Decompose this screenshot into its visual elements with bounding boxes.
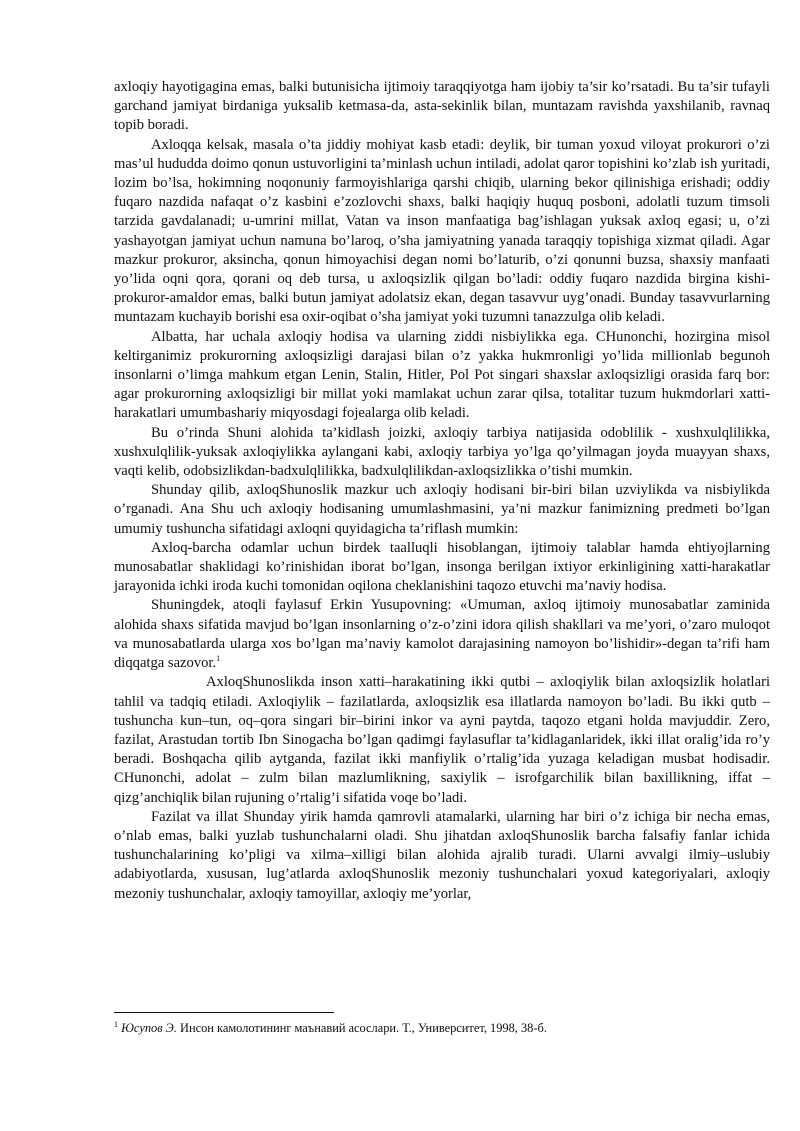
paragraph-two-poles: AxloqShunoslikda inson xatti–harakatining ikki qutbi – axloqiylik bilan axloqsizlik holatlari tahlil va tadqiq etiladi. Axloqiylik – fazilatlarda, axloqsizlik esa illatlarda namoyon bo’ladi. Bu ikki qutb – tushuncha kun–tun, oq–qora singari bir–birini inkor va ayni paytda, taqozo etgani holda mavjuddir. Zero, fazilat, Arastudan tortib Ibn Sinogacha bo’lgan qadimgi faylasuflar ta’kidlaganlaridek, ikki illat oralig’ida ro’y beradi. Boshqacha qilib aytganda, fazilat ikki manfiylik o’rtalig’ida yuzaga keladigan musbat hodisadir. CHunonchi, adolat – zulm bilan mazlumlikning, saxiylik – isrofgarchilik bilan baxillikning, iffat – qizg’anchiqlik bilan rujuning o’rtalig’i sifatida voqe bo’ladi.: [114, 674, 770, 806]
document-body: [114, 78, 770, 904]
paragraph-definition: Axloq-barcha odamlar uchun birdek taalluqli hisoblangan, ijtimoiy talablar hamda ehtiyojlarning munosabatlar shaklidagi ko’rinishidan iborat bo’lgan, insonga berilgan ixtiyor erkinligining xatti-harakatlar jarayonida ichki iroda kuchi tomonidan oqilona cheklanishini taqozo etuvchi ma’naviy hodisa.: [114, 539, 770, 595]
paragraph-conclusion: Shunday qilib, axloqShunoslik mazkur uch axloqiy hodisani bir-biri bilan uzviylikda va nisbiylikda o’rganadi. Ana Shu uch axloqiy hodisaning umumlashmasini, ya’ni mazkur fanimizning predmeti bo’lgan umumiy tushuncha sifatidagi axloqni quyidagicha ta’riflash mumkin:: [114, 482, 770, 537]
paragraph-relativity: Albatta, har uchala axloqiy hodisa va ularning ziddi nisbiylikka ega. CHunonchi, hozirgina misol keltirganimiz prokurorning axloqsizligi darajasi bilan o’z yakka hukmronligi yo’lida millionlab begunoh insonlarni o’limga mahkum etgan Lenin, Stalin, Hitler, Pol Pot singari shaxslar axloqsizligi orasida farq bor: agar prokurorning axloqsizligi bir millat yoki mamlakat uchun zarar qilsa, totalitar tuzum hukmdorlari xatti-harakatlari umumbashariy miqyosdagi fojealarga olib keladi.: [114, 328, 770, 422]
paragraph-moral-education: Bu o’rinda Shuni alohida ta’kidlash joizki, axloqiy tarbiya natijasida odoblilik - xushxulqlilikka, xushxulqlilik-yuksak axloqiylikka aylangani kabi, axloqiy tarbiya yo’lga qo’yilmagan joyda muayyan shaxs, vaqti kelib, odobsizlikdan-badxulqlilikka, badxulqlilikdan-axloqsizlikka o’tishi mumkin.: [114, 424, 770, 480]
paragraph-continuation: axloqiy hayotigagina emas, balki butunisicha ijtimoiy taraqqiyotga ham ijobiy ta’sir ko’rsatadi. Bu ta’sir tufayli garchand jamiyat birdaniga yuksalib ketmasa-da, asta-sekinlik bilan, muntazam ravishda yaxshilanib, ravnaq topib boradi.: [114, 79, 770, 134]
footnote-divider: [114, 1012, 334, 1013]
paragraph-quote: [114, 596, 770, 673]
footnote-text: Инсон камолотининг маънавий асослари. Т., Университет, 1998, 38-б.: [176, 1021, 547, 1035]
paragraph-virtue-vice: Fazilat va illat Shunday yirik hamda qamrovli atamalarki, ularning har biri o’z ichiga bir necha emas, o’nlab emas, balki yuzlab tushunchalarni oladi. Shu jihatdan axloqShunoslik barcha falsafiy fanlar ichida tushunchalarining ko’pligi va xilma–xilligi bilan alohida ajralib turadi. Ularni avvalgi ilmiy–uslubiy adabiyotlarda, xususan, lug’atlarda axloqShunoslik mezoniy tushunchalari yoxud kategoriyalari, axloqiy mezoniy tushunchalar, axloqiy tamoyillar, axloqiy me’yorlar,: [114, 808, 770, 902]
footnote-reference[interactable]: 1: [216, 654, 221, 664]
footnote: [114, 1020, 770, 1036]
quote-text: Shuningdek, atoqli faylasuf Erkin Yusupovning: «Umuman, axloq ijtimoiy munosabatlar zaminida alohida shaxs sifatida mavjud bo’lgan insonlarning o’z-o’zini idora qilish shakllari va me’yori, o’zaro muloqot va munosabatlarda ularga xos bo’lgan ma’naviy kamolot darajasining namoyon bo’lishidir»-degan ta’rifi ham diqqatga sazovor.: [114, 597, 770, 672]
footnote-author: Юсупов Э.: [121, 1021, 177, 1035]
footnote-number: 1: [114, 1019, 118, 1029]
paragraph-prosecutor-example: Axloqqa kelsak, masala o’ta jiddiy mohiyat kasb etadi: deylik, bir tuman yoxud viloyat prokurori o’zi mas’ul hududda doimo qonun ustuvorligini ta’minlash uchun intiladi, adolat qaror topishini ko’zlab ish yuritadi, lozim bo’lsa, hokimning noqonuniy farmoyishlariga qarshi chiqib, ularning bekor qilinishiga erishadi; oddiy fuqaro nazdida nafaqat o’z kasbini e’zozlovchi shaxs, balki haqiqiy huquq posboni, adolatli tuzum timsoli tarzida gavdalanadi; u-umrini millat, Vatan va inson manfaatiga bag’ishlagan yuksak axloq egasi; u, o’zi yashayotgan jamiyat uchun namuna bo’laroq, o’sha jamiyatning yanada taraqqiy topishiga xizmat qiladi. Agar mazkur prokuror, aksincha, qonun himoyachisi degan nomi bo’laturib, o’zi qonunni buzsa, shaxsiy manfaati yo’lida oqni qora, qorani oq deb tursa, u axloqsizlik qilgan bo’ladi: oddiy fuqaro nazdida birgina kishi-prokuror-amaldor emas, balki butun jamiyat adolatsiz ekan, degan tasavvur uyg’onadi. Bunday tasavvurlarning muntazam kuchayib borishi esa oxir-oqibat o’sha jamiyat yoki tuzumni tanazzulga olib keladi.: [114, 136, 770, 326]
